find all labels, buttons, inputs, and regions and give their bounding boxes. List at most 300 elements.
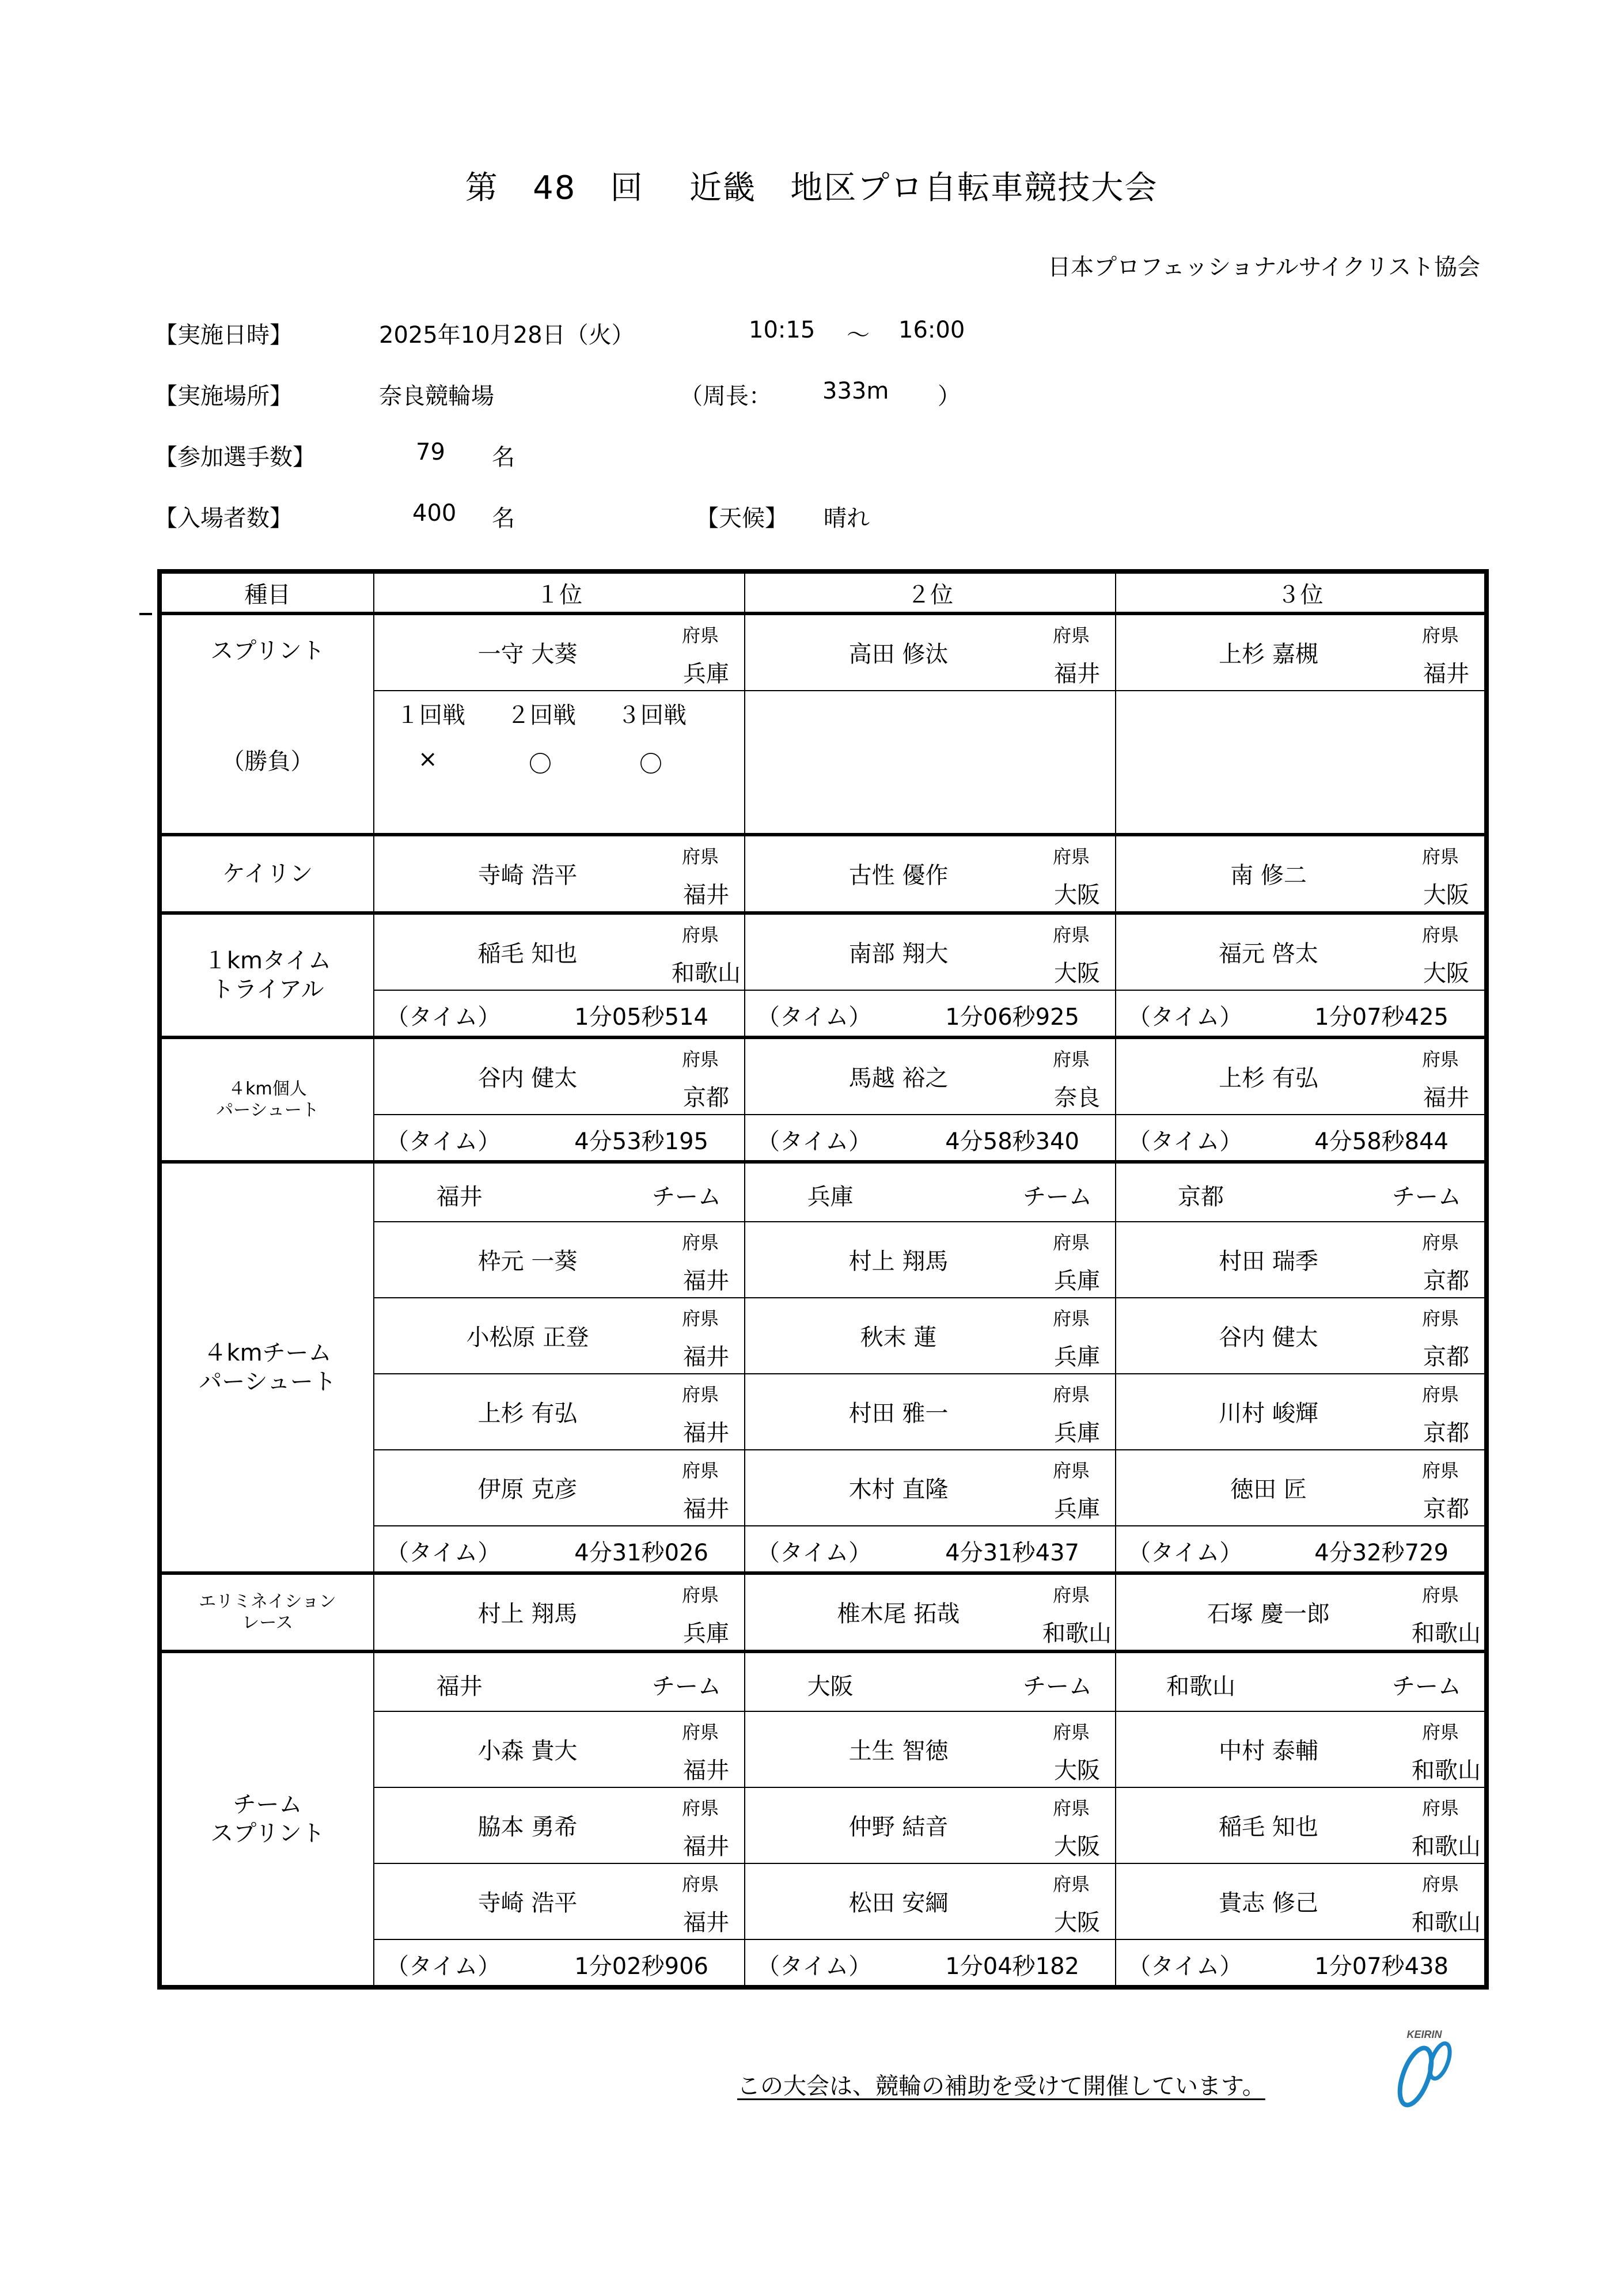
player-name: 川村 峻輝 <box>1219 1400 1318 1427</box>
stray-mark <box>139 613 152 615</box>
header-third: ３位 <box>1116 571 1487 613</box>
player-entry <box>374 615 744 690</box>
player-name: 高田 修汰 <box>848 641 949 668</box>
player-cell <box>374 613 745 691</box>
player-entry <box>745 836 1115 911</box>
event-name <box>160 1162 374 1573</box>
prefecture-label: 府県 <box>1052 1584 1090 1606</box>
prefecture-label: 府県 <box>681 1308 719 1329</box>
player-name: 村田 雅一 <box>848 1400 949 1427</box>
prefecture-label: 府県 <box>681 1384 719 1405</box>
event-name-line: チーム <box>233 1791 302 1818</box>
header-first: １位 <box>374 571 745 613</box>
player-entry <box>374 1788 744 1863</box>
perimeter-value: 333m <box>822 378 889 404</box>
player-cell <box>1116 913 1487 990</box>
time-cell <box>1116 1526 1487 1573</box>
player-name: 一守 大葵 <box>477 641 578 668</box>
prefecture-value: 京都 <box>1423 1268 1469 1294</box>
player-name: 伊原 克彦 <box>477 1476 578 1503</box>
prefecture-label: 府県 <box>1052 1721 1090 1743</box>
logo-text: KEIRIN <box>1406 2029 1442 2040</box>
player-name: 南部 翔大 <box>848 941 949 967</box>
info-label: 【入場者数】 <box>154 505 293 532</box>
prefecture-label: 府県 <box>1421 1873 1459 1895</box>
time-cell <box>1116 1115 1487 1162</box>
perimeter-label: （周長： <box>680 383 772 410</box>
player-entry <box>1116 1864 1484 1939</box>
player-name: 松田 安綱 <box>848 1890 949 1916</box>
sprint-rounds <box>374 691 744 833</box>
player-entry <box>374 1450 744 1525</box>
team-header <box>374 1164 744 1221</box>
time-label: （タイム） <box>386 1128 501 1155</box>
round-label: ３回戦 <box>617 702 687 729</box>
time-label: （タイム） <box>1128 1128 1243 1155</box>
time-cell <box>1116 1939 1487 1987</box>
time-label: （タイム） <box>1128 1004 1243 1030</box>
player-cell <box>745 1374 1116 1450</box>
player-name: 木村 直隆 <box>848 1476 949 1503</box>
prefecture-label: 府県 <box>681 846 719 867</box>
sprint-rounds-cell <box>374 691 745 835</box>
player-entry <box>374 1575 744 1650</box>
header-second: ２位 <box>745 571 1116 613</box>
time-cell <box>374 1939 745 1987</box>
player-name: 上杉 嘉槻 <box>1219 641 1318 668</box>
event-name-line: ４km個人 <box>228 1078 307 1099</box>
player-cell <box>745 1450 1116 1526</box>
player-entry <box>374 915 744 990</box>
prefecture-label: 府県 <box>1052 924 1090 946</box>
prefecture-value: 福井 <box>683 1496 729 1522</box>
player-entry <box>745 915 1115 990</box>
player-name: 馬越 裕之 <box>848 1065 949 1092</box>
player-entry <box>1116 1222 1484 1297</box>
title-part: 地区プロ自転車競技大会 <box>790 169 1158 207</box>
team-header-cell <box>745 1651 1116 1711</box>
attendance-unit: 名 <box>492 505 515 532</box>
time-entry <box>374 991 744 1036</box>
participants-unit: 名 <box>492 444 515 471</box>
team-suffix: チーム <box>652 1673 721 1700</box>
title-part: 第 <box>465 169 499 207</box>
event-name-line: レース <box>242 1613 293 1633</box>
player-name: 秋末 蓮 <box>860 1324 937 1351</box>
info-label: 【実施日時】 <box>154 322 293 348</box>
empty-cell <box>745 691 1116 835</box>
player-entry <box>1116 615 1484 690</box>
event-name-line: スプリント <box>210 638 325 664</box>
info-participants <box>154 439 515 472</box>
header-event: 種目 <box>160 571 374 613</box>
prefecture-value: 和歌山 <box>672 960 741 987</box>
title-part: 48 <box>533 169 577 207</box>
keirin-logo <box>1393 2028 1456 2108</box>
player-entry <box>1116 1374 1484 1449</box>
player-entry <box>745 1222 1115 1297</box>
player-entry <box>745 1374 1115 1449</box>
prefecture-value: 大阪 <box>1423 882 1469 908</box>
time-label: （タイム） <box>757 1540 872 1566</box>
table-row <box>160 1162 1487 1222</box>
player-cell <box>374 835 745 913</box>
prefecture-label: 府県 <box>1052 1797 1090 1819</box>
player-cell <box>374 913 745 990</box>
time-value: 4分58秒340 <box>945 1128 1079 1155</box>
prefecture-label: 府県 <box>1052 1048 1090 1070</box>
prefecture-label: 府県 <box>681 1048 719 1070</box>
team-suffix: チーム <box>1023 1673 1092 1700</box>
info-label: 【実施場所】 <box>154 383 293 410</box>
team-suffix: チーム <box>652 1184 721 1210</box>
player-name: 小松原 正登 <box>466 1324 589 1351</box>
player-name: 石塚 慶一郎 <box>1207 1601 1330 1627</box>
player-name: 小森 貴大 <box>477 1738 578 1764</box>
prefecture-value: 福井 <box>1054 661 1100 687</box>
team-header <box>745 1653 1115 1711</box>
prefecture-value: 福井 <box>683 1268 729 1294</box>
time-entry <box>1116 1115 1484 1160</box>
player-name: 稲毛 知也 <box>1219 1814 1318 1840</box>
player-entry <box>374 836 744 911</box>
title-part: 近畿 <box>689 169 756 207</box>
prefecture-label: 府県 <box>681 1584 719 1606</box>
empty-cell <box>1116 691 1487 835</box>
prefecture-label: 府県 <box>681 1873 719 1895</box>
time-value: 4分53秒195 <box>574 1128 708 1155</box>
time-entry <box>745 1115 1115 1160</box>
attendance-value: 400 <box>412 500 457 526</box>
table-row <box>160 913 1487 990</box>
prefecture-value: 兵庫 <box>1054 1496 1100 1522</box>
player-name: 谷内 健太 <box>477 1065 578 1092</box>
prefecture-value: 兵庫 <box>1054 1268 1100 1294</box>
sponsor-note: この大会は、競輪の補助を受けて開催しています。 <box>737 2073 1265 2100</box>
player-entry <box>374 1298 744 1373</box>
team-header-cell <box>374 1651 745 1711</box>
prefecture-label: 府県 <box>1052 624 1090 646</box>
time-entry <box>1116 1940 1484 1985</box>
prefecture-value: 福井 <box>683 1420 729 1446</box>
player-name: 福元 啓太 <box>1219 941 1318 967</box>
info-date <box>154 317 965 350</box>
prefecture-label: 府県 <box>1052 1460 1090 1482</box>
player-name: 稲毛 知也 <box>477 941 578 967</box>
prefecture-label: 府県 <box>1421 1460 1459 1482</box>
player-entry <box>1116 836 1484 911</box>
time-entry <box>374 1940 744 1985</box>
time-entry <box>745 991 1115 1036</box>
time-label: （タイム） <box>386 1004 501 1030</box>
player-cell <box>745 1863 1116 1939</box>
team-header <box>745 1164 1115 1221</box>
player-entry <box>374 1712 744 1787</box>
team-header-cell <box>1116 1651 1487 1711</box>
player-cell <box>1116 1222 1487 1298</box>
player-cell <box>1116 1298 1487 1374</box>
time-separator: ～ <box>847 322 870 348</box>
team-header-cell <box>745 1162 1116 1222</box>
prefecture-value: 大阪 <box>1423 960 1469 987</box>
player-cell <box>745 1787 1116 1863</box>
venue-value: 奈良競輪場 <box>379 383 494 410</box>
table-row <box>160 1651 1487 1711</box>
player-entry <box>1116 1298 1484 1373</box>
prefecture-label: 府県 <box>1052 1308 1090 1329</box>
time-end: 16:00 <box>898 317 965 343</box>
team-name: 和歌山 <box>1166 1673 1235 1700</box>
time-cell <box>745 1939 1116 1987</box>
prefecture-value: 大阪 <box>1054 1757 1100 1784</box>
time-value: 4分32秒729 <box>1314 1540 1448 1566</box>
weather-label: 【天候】 <box>696 505 788 532</box>
prefecture-label: 府県 <box>681 1460 719 1482</box>
event-name <box>160 1651 374 1987</box>
round-result: × <box>418 746 438 772</box>
keirin-logo-icon <box>1393 2028 1456 2108</box>
event-name-line: パーシュート <box>216 1100 319 1120</box>
time-cell <box>745 1526 1116 1573</box>
player-name: 古性 優作 <box>848 862 949 889</box>
player-name: 寺崎 浩平 <box>477 862 578 889</box>
date-value: 2025年10月28日（火） <box>379 322 635 348</box>
prefecture-value: 和歌山 <box>1412 1620 1481 1647</box>
player-cell <box>374 1037 745 1115</box>
player-name: 村上 翔馬 <box>477 1601 578 1627</box>
team-name: 福井 <box>436 1673 483 1700</box>
time-value: 4分31秒437 <box>945 1540 1079 1566</box>
player-name: 椎木尾 拓哉 <box>837 1601 960 1627</box>
prefecture-label: 府県 <box>1421 624 1459 646</box>
time-entry <box>745 1940 1115 1985</box>
time-value: 1分05秒514 <box>574 1004 708 1030</box>
weather-value: 晴れ <box>824 505 870 532</box>
player-entry <box>745 1450 1115 1525</box>
prefecture-label: 府県 <box>1421 1384 1459 1405</box>
time-cell <box>374 990 745 1037</box>
team-suffix: チーム <box>1392 1184 1461 1210</box>
title-part: 回 <box>610 169 644 207</box>
player-entry <box>374 1222 744 1297</box>
time-entry <box>374 1526 744 1571</box>
time-value: 4分31秒026 <box>574 1540 708 1566</box>
player-entry <box>745 1864 1115 1939</box>
prefecture-value: 京都 <box>1423 1344 1469 1370</box>
event-name <box>160 913 374 1037</box>
prefecture-label: 府県 <box>1421 1584 1459 1606</box>
player-cell <box>1116 1037 1487 1115</box>
info-venue <box>154 378 961 411</box>
time-start: 10:15 <box>749 317 816 343</box>
time-cell <box>374 1526 745 1573</box>
table-row <box>160 1037 1487 1115</box>
info-label: 【参加選手数】 <box>154 444 316 471</box>
player-cell <box>1116 1711 1487 1787</box>
event-name <box>160 1573 374 1651</box>
time-value: 1分06秒925 <box>945 1004 1079 1030</box>
player-entry <box>1116 1575 1484 1650</box>
organization-name: 日本プロフェッショナルサイクリスト協会 <box>1048 254 1480 281</box>
prefecture-value: 兵庫 <box>1054 1344 1100 1370</box>
round-label: ２回戦 <box>507 702 576 729</box>
player-name: 徳田 匠 <box>1230 1476 1307 1503</box>
time-label: （タイム） <box>386 1540 501 1566</box>
player-name: 村田 瑞季 <box>1219 1248 1318 1275</box>
prefecture-value: 和歌山 <box>1412 1833 1481 1860</box>
prefecture-value: 和歌山 <box>1042 1620 1112 1647</box>
team-header <box>1116 1653 1484 1711</box>
prefecture-value: 福井 <box>683 882 729 908</box>
round-result: 〇 <box>639 751 662 778</box>
player-cell <box>745 1573 1116 1651</box>
prefecture-value: 京都 <box>1423 1420 1469 1446</box>
player-cell <box>1116 1450 1487 1526</box>
prefecture-label: 府県 <box>1052 846 1090 867</box>
player-cell <box>1116 1863 1487 1939</box>
prefecture-value: 兵庫 <box>1054 1420 1100 1446</box>
prefecture-label: 府県 <box>1052 1384 1090 1405</box>
team-header <box>1116 1164 1484 1221</box>
time-label: （タイム） <box>757 1004 872 1030</box>
table-row <box>160 613 1487 691</box>
player-entry <box>1116 1712 1484 1787</box>
player-name: 村上 翔馬 <box>848 1248 949 1275</box>
prefecture-label: 府県 <box>681 924 719 946</box>
time-value: 1分07秒425 <box>1314 1004 1448 1030</box>
player-name: 枠元 一葵 <box>477 1248 578 1275</box>
team-name: 兵庫 <box>807 1184 854 1210</box>
player-name: 上杉 有弘 <box>477 1400 578 1427</box>
prefecture-value: 福井 <box>683 1833 729 1860</box>
prefecture-label: 府県 <box>681 624 719 646</box>
player-cell <box>374 1222 745 1298</box>
player-name: 貴志 修己 <box>1219 1890 1318 1916</box>
event-name-block <box>162 616 373 832</box>
player-cell <box>1116 613 1487 691</box>
player-cell <box>1116 1573 1487 1651</box>
team-name: 京都 <box>1177 1184 1224 1210</box>
player-entry <box>1116 1039 1484 1114</box>
table-header-row <box>160 571 1487 613</box>
player-entry <box>1116 1788 1484 1863</box>
player-name: 土生 智徳 <box>848 1738 949 1764</box>
prefecture-label: 府県 <box>1052 1873 1090 1895</box>
time-label: （タイム） <box>1128 1953 1243 1980</box>
player-cell <box>374 1573 745 1651</box>
player-cell <box>745 1711 1116 1787</box>
time-cell <box>374 1115 745 1162</box>
time-entry <box>1116 1526 1484 1571</box>
player-name: 寺崎 浩平 <box>477 1890 578 1916</box>
prefecture-value: 福井 <box>1423 1085 1469 1111</box>
prefecture-label: 府県 <box>1421 1797 1459 1819</box>
time-label: （タイム） <box>386 1953 501 1980</box>
participants-value: 79 <box>416 439 445 465</box>
player-cell <box>1116 1374 1487 1450</box>
event-sub-name: （勝負） <box>221 748 314 775</box>
document-title <box>0 162 1623 209</box>
time-value: 1分04秒182 <box>945 1953 1079 1980</box>
event-name <box>160 1037 374 1162</box>
prefecture-value: 兵庫 <box>683 661 729 687</box>
player-cell <box>374 1298 745 1374</box>
player-entry <box>374 1374 744 1449</box>
time-value: 1分02秒906 <box>574 1953 708 1980</box>
time-cell <box>1116 990 1487 1037</box>
round-label: １回戦 <box>396 702 465 729</box>
prefecture-label: 府県 <box>681 1721 719 1743</box>
team-header <box>374 1653 744 1711</box>
player-cell <box>374 1711 745 1787</box>
player-cell <box>374 1450 745 1526</box>
time-value: 1分07秒438 <box>1314 1953 1448 1980</box>
player-entry <box>745 1712 1115 1787</box>
player-entry <box>745 615 1115 690</box>
player-entry <box>1116 915 1484 990</box>
time-entry <box>374 1115 744 1160</box>
team-header-cell <box>374 1162 745 1222</box>
event-name-line: スプリント <box>210 1820 325 1847</box>
player-entry <box>374 1039 744 1114</box>
prefecture-value: 大阪 <box>1054 1909 1100 1936</box>
player-entry <box>1116 1450 1484 1525</box>
results-table <box>157 569 1489 1990</box>
event-name-line: ケイリン <box>222 861 313 887</box>
prefecture-value: 福井 <box>683 1757 729 1784</box>
prefecture-value: 福井 <box>683 1344 729 1370</box>
event-name-line: ４kmチーム <box>203 1340 332 1366</box>
prefecture-label: 府県 <box>1421 924 1459 946</box>
prefecture-label: 府県 <box>1421 846 1459 867</box>
player-name: 仲野 結音 <box>848 1814 949 1840</box>
event-name-line: １kmタイム <box>203 948 332 974</box>
time-label: （タイム） <box>757 1953 872 1980</box>
time-cell <box>745 990 1116 1037</box>
player-name: 中村 泰輔 <box>1219 1738 1318 1764</box>
table-row <box>160 835 1487 913</box>
player-cell <box>745 1298 1116 1374</box>
player-cell <box>745 835 1116 913</box>
player-cell <box>1116 1787 1487 1863</box>
player-cell <box>374 1374 745 1450</box>
table-row <box>160 1573 1487 1651</box>
time-label: （タイム） <box>1128 1540 1243 1566</box>
prefecture-value: 福井 <box>683 1909 729 1936</box>
event-name-line: エリミネイション <box>199 1591 336 1612</box>
prefecture-value: 兵庫 <box>683 1620 729 1647</box>
time-entry <box>745 1526 1115 1571</box>
prefecture-value: 京都 <box>1423 1496 1469 1522</box>
prefecture-value: 大阪 <box>1054 1833 1100 1860</box>
player-cell <box>374 1863 745 1939</box>
time-cell <box>745 1115 1116 1162</box>
player-name: 上杉 有弘 <box>1219 1065 1318 1092</box>
player-entry <box>745 1575 1115 1650</box>
team-header-cell <box>1116 1162 1487 1222</box>
prefecture-label: 府県 <box>1421 1232 1459 1253</box>
player-cell <box>745 1037 1116 1115</box>
event-name <box>160 613 374 835</box>
info-attendance <box>154 500 870 533</box>
player-cell <box>374 1787 745 1863</box>
player-name: 南 修二 <box>1230 862 1307 889</box>
prefecture-label: 府県 <box>681 1797 719 1819</box>
prefecture-label: 府県 <box>1421 1048 1459 1070</box>
prefecture-value: 福井 <box>1423 661 1469 687</box>
player-cell <box>745 613 1116 691</box>
perimeter-close: ） <box>938 383 961 410</box>
